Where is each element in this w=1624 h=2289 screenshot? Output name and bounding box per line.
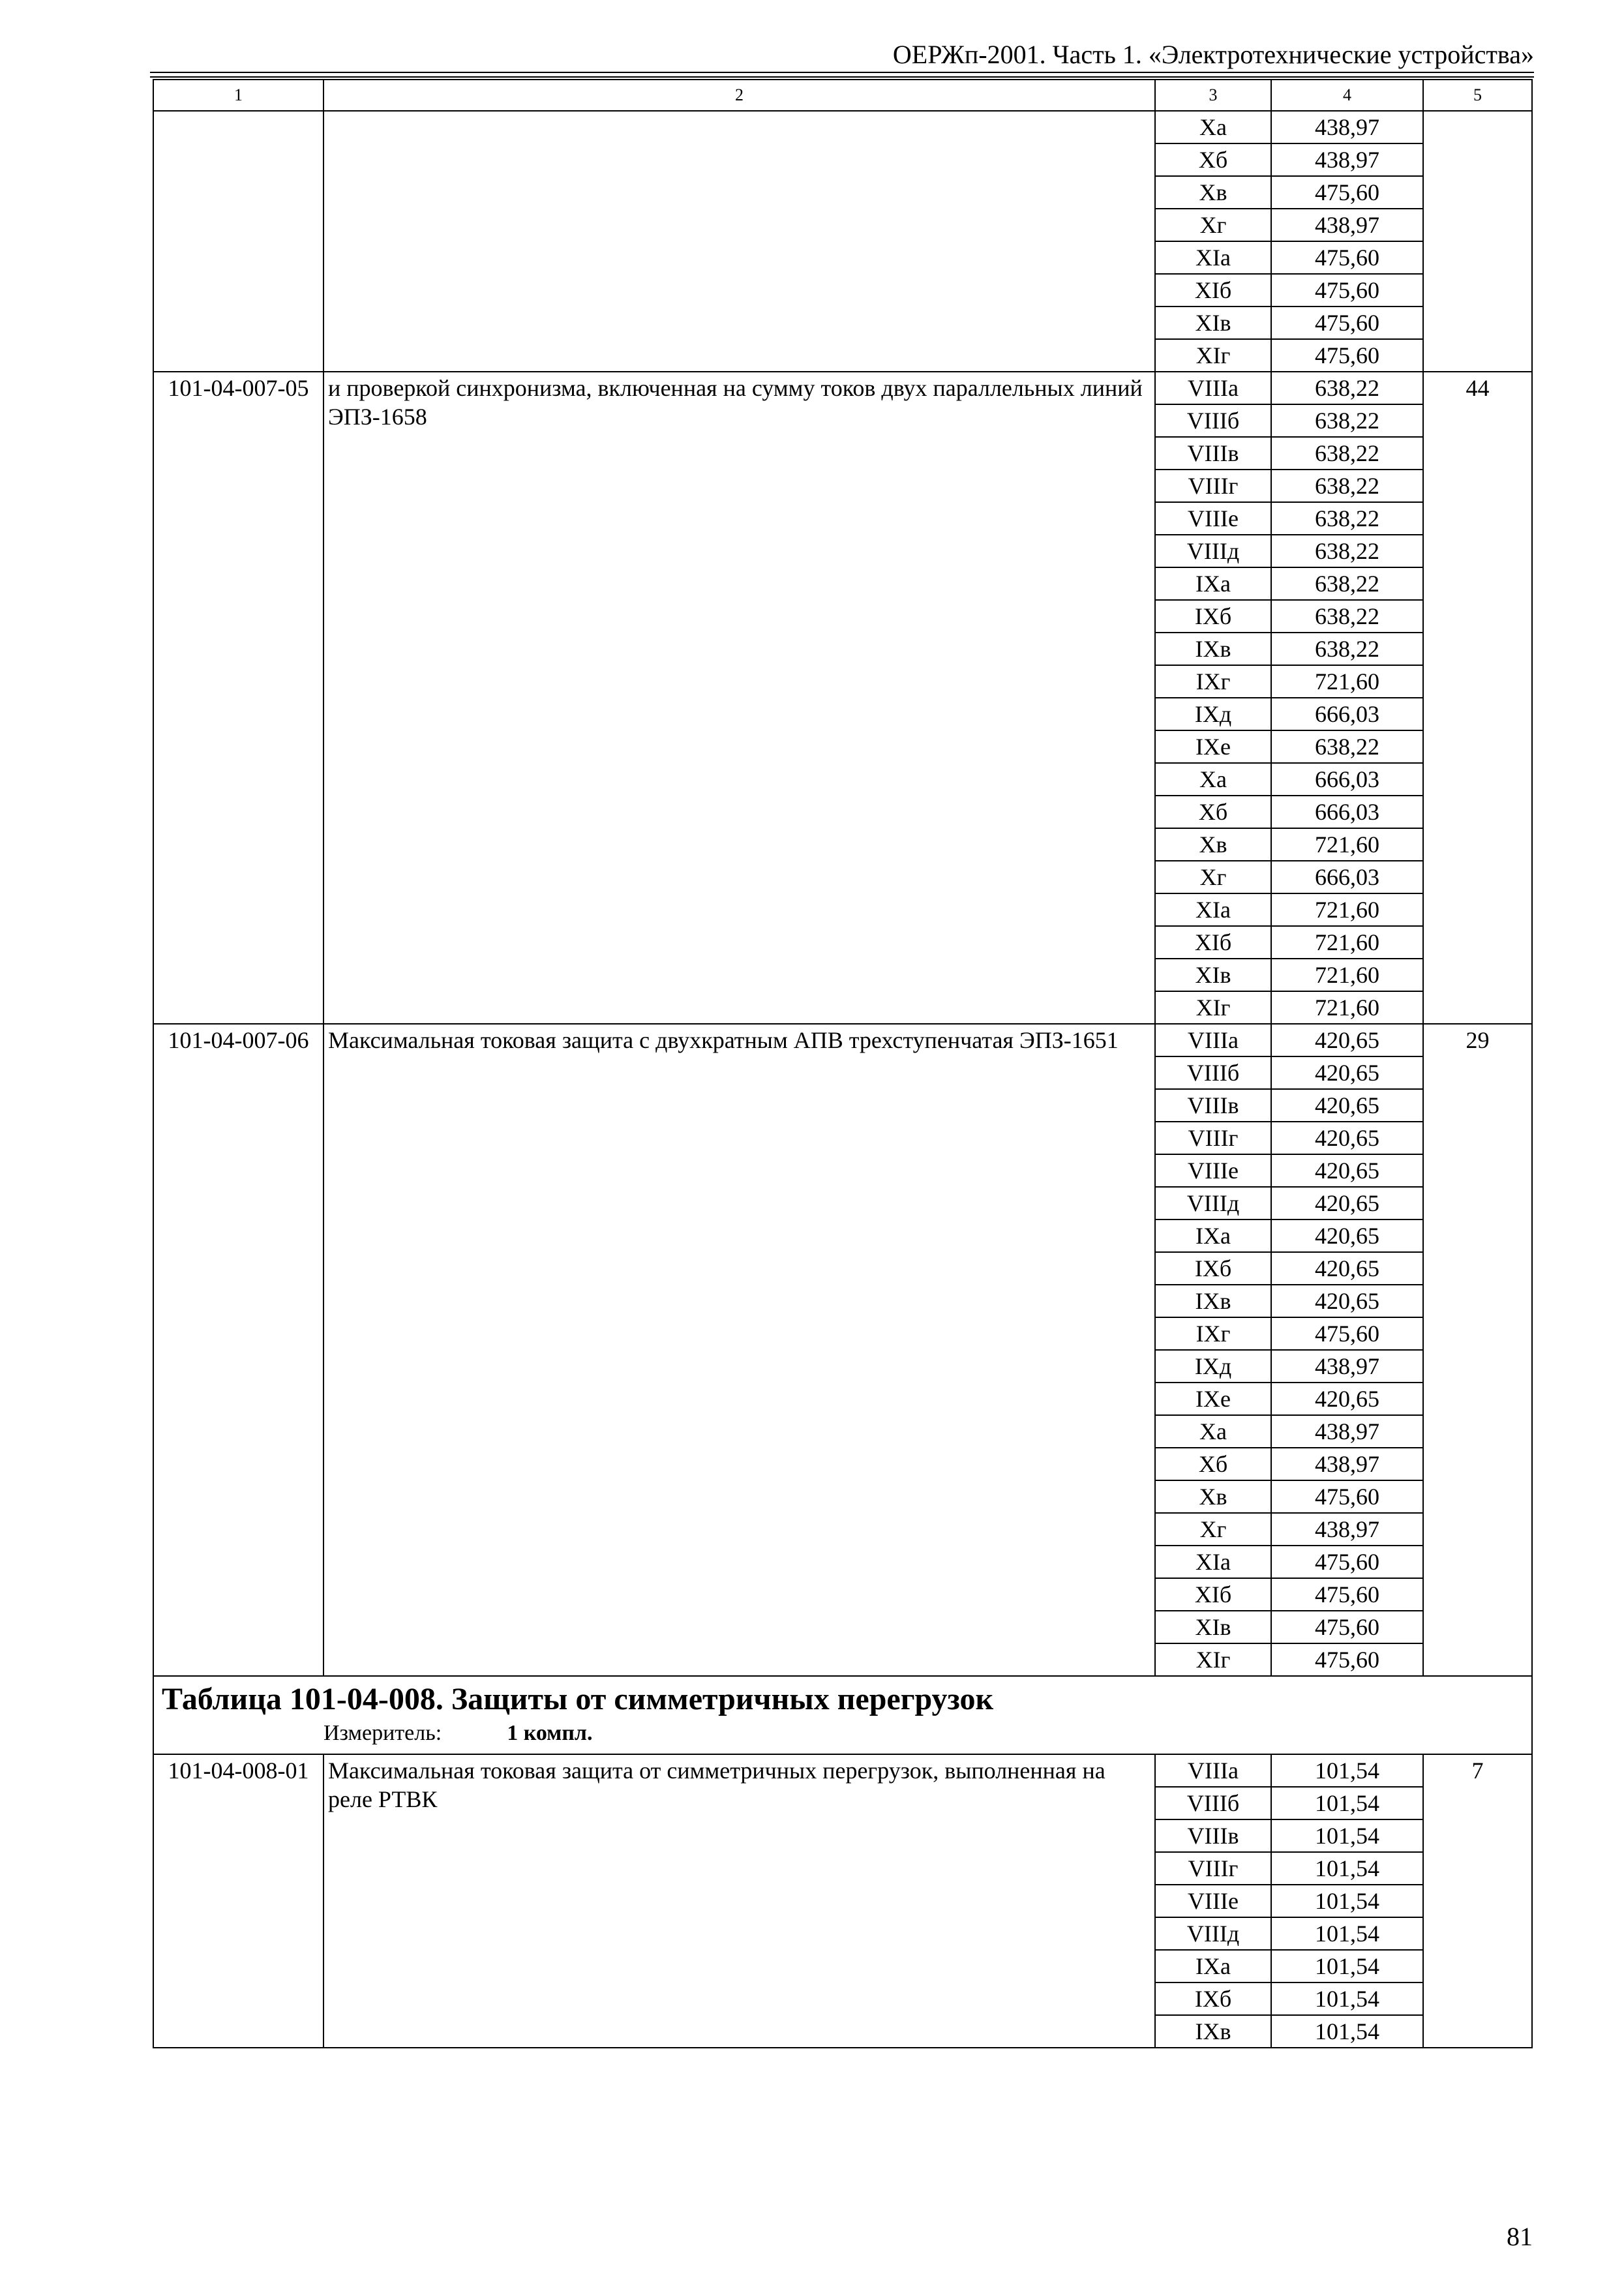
category-cell: XIв [1155,307,1271,339]
table-row [153,1754,1532,1787]
price-cell: 638,22 [1271,404,1423,437]
price-cell: 475,60 [1271,176,1423,209]
price-cell: 638,22 [1271,633,1423,665]
price-cell: 101,54 [1271,1950,1423,1982]
category-cell: XIa [1155,1546,1271,1578]
category-cell: VIIIб [1155,1056,1271,1089]
price-cell: 420,65 [1271,1089,1423,1122]
category-cell: IXе [1155,730,1271,763]
norm-cell: 7 [1423,1754,1532,2048]
section-measure [154,1718,1531,1748]
price-cell: 420,65 [1271,1252,1423,1285]
category-cell: Xб [1155,143,1271,176]
price-table-body [153,80,1532,2048]
category-cell: VIIIa [1155,1024,1271,1056]
price-cell: 420,65 [1271,1187,1423,1219]
category-cell: VIIIг [1155,1122,1271,1154]
price-cell: 666,03 [1271,698,1423,730]
price-cell: 721,60 [1271,828,1423,861]
category-cell: XIг [1155,339,1271,372]
price-cell: 101,54 [1271,2015,1423,2048]
category-cell: IXв [1155,633,1271,665]
norm-cell [1423,111,1532,372]
price-cell: 438,97 [1271,1448,1423,1480]
price-cell: 721,60 [1271,665,1423,698]
measure-label: Измеритель: [323,1721,442,1745]
price-cell: 101,54 [1271,1885,1423,1917]
category-cell: XIв [1155,959,1271,991]
price-cell: 438,97 [1271,1350,1423,1383]
category-cell: VIIIa [1155,1754,1271,1787]
category-cell: VIIIa [1155,372,1271,404]
price-cell: 475,60 [1271,1578,1423,1611]
page-header: ОЕРЖп-2001. Часть 1. «Электротехнические устройства» [892,40,1534,69]
category-cell: XIг [1155,1643,1271,1676]
price-cell: 638,22 [1271,502,1423,535]
category-cell: VIIIб [1155,1787,1271,1819]
column-number: 3 [1155,80,1271,111]
section-row [153,1676,1532,1754]
category-cell: Xг [1155,1513,1271,1546]
item-description: Максимальная токовая защита от симметричных перегрузок, выполненная на реле РТВК [328,1758,1105,1812]
category-cell: VIIIв [1155,1089,1271,1122]
price-cell: 101,54 [1271,1982,1423,2015]
price-cell: 420,65 [1271,1383,1423,1415]
price-cell: 101,54 [1271,1852,1423,1885]
category-cell: XIб [1155,926,1271,959]
price-cell: 420,65 [1271,1024,1423,1056]
category-cell: Xб [1155,1448,1271,1480]
price-cell: 475,60 [1271,1317,1423,1350]
column-number: 4 [1271,80,1423,111]
category-cell: IXв [1155,2015,1271,2048]
category-cell: XIб [1155,1578,1271,1611]
category-cell: IXд [1155,1350,1271,1383]
category-cell: IXд [1155,698,1271,730]
column-number: 5 [1423,80,1532,111]
price-cell: 638,22 [1271,567,1423,600]
item-description-cell [323,372,1155,1024]
column-number: 2 [323,80,1155,111]
price-cell: 420,65 [1271,1154,1423,1187]
price-cell: 438,97 [1271,1513,1423,1546]
price-cell: 475,60 [1271,1611,1423,1643]
category-cell: VIIIв [1155,437,1271,470]
price-cell: 475,60 [1271,241,1423,274]
category-cell: XIб [1155,274,1271,307]
category-cell: Xв [1155,828,1271,861]
price-cell: 475,60 [1271,1643,1423,1676]
table-row [153,111,1532,143]
section-cell [153,1676,1532,1754]
price-cell: 475,60 [1271,307,1423,339]
item-code: 101-04-007-05 [153,372,323,1024]
price-cell: 475,60 [1271,1480,1423,1513]
price-cell: 438,97 [1271,143,1423,176]
category-cell: VIIIв [1155,1819,1271,1852]
price-cell: 638,22 [1271,730,1423,763]
category-cell: Xв [1155,176,1271,209]
item-description: Максимальная токовая защита с двухкратным АПВ трехступенчатая ЭПЗ-1651 [328,1027,1119,1053]
category-cell: VIIIе [1155,1154,1271,1187]
category-cell: XIв [1155,1611,1271,1643]
price-cell: 101,54 [1271,1819,1423,1852]
price-cell: 101,54 [1271,1754,1423,1787]
table-row [153,372,1532,404]
section-title: Таблица 101-04-008. Защиты от симметричных перегрузок [162,1682,994,1716]
category-cell: VIIIе [1155,502,1271,535]
price-cell: 101,54 [1271,1787,1423,1819]
item-description-cell [323,111,1155,372]
column-number: 1 [153,80,323,111]
category-cell: IXa [1155,1219,1271,1252]
item-code: 101-04-007-06 [153,1024,323,1676]
norm-cell: 44 [1423,372,1532,1024]
item-code [153,111,323,372]
price-cell: 638,22 [1271,470,1423,502]
price-cell: 721,60 [1271,893,1423,926]
price-cell: 420,65 [1271,1219,1423,1252]
price-cell: 638,22 [1271,535,1423,567]
price-cell: 666,03 [1271,861,1423,893]
category-cell: Xг [1155,861,1271,893]
price-cell: 638,22 [1271,437,1423,470]
category-cell: VIIIг [1155,1852,1271,1885]
price-cell: 438,97 [1271,1415,1423,1448]
category-cell: Xг [1155,209,1271,241]
category-cell: VIIIд [1155,1187,1271,1219]
price-cell: 438,97 [1271,209,1423,241]
category-cell: VIIIб [1155,404,1271,437]
page-number: 81 [1507,2222,1533,2251]
category-cell: Xa [1155,1415,1271,1448]
price-cell: 721,60 [1271,959,1423,991]
category-cell: IXб [1155,600,1271,633]
price-cell: 666,03 [1271,796,1423,828]
norm-cell: 29 [1423,1024,1532,1676]
header-rule-top [150,72,1534,73]
category-cell: VIIIд [1155,1917,1271,1950]
category-cell: Xa [1155,111,1271,143]
item-code: 101-04-008-01 [153,1754,323,2048]
price-cell: 721,60 [1271,991,1423,1024]
category-cell: XIг [1155,991,1271,1024]
category-cell: IXa [1155,1950,1271,1982]
category-cell: IXе [1155,1383,1271,1415]
header-rule-bottom [150,76,1534,78]
category-cell: XIa [1155,241,1271,274]
price-cell: 420,65 [1271,1056,1423,1089]
price-cell: 475,60 [1271,339,1423,372]
table-row [153,1024,1532,1056]
item-description: и проверкой синхронизма, включенная на сумму токов двух параллельных линий ЭПЗ-1658 [328,375,1143,430]
category-cell: Xб [1155,796,1271,828]
price-cell: 666,03 [1271,763,1423,796]
category-cell: IXг [1155,665,1271,698]
category-cell: IXб [1155,1252,1271,1285]
price-cell: 420,65 [1271,1122,1423,1154]
category-cell: Xв [1155,1480,1271,1513]
price-cell: 420,65 [1271,1285,1423,1317]
category-cell: XIa [1155,893,1271,926]
price-cell: 721,60 [1271,926,1423,959]
column-number-row [153,80,1532,111]
category-cell: IXa [1155,567,1271,600]
item-description-cell [323,1024,1155,1676]
price-cell: 101,54 [1271,1917,1423,1950]
price-cell: 438,97 [1271,111,1423,143]
price-cell: 475,60 [1271,1546,1423,1578]
price-cell: 638,22 [1271,372,1423,404]
category-cell: VIIIд [1155,535,1271,567]
measure-value: 1 компл. [507,1721,593,1745]
category-cell: IXв [1155,1285,1271,1317]
category-cell: Xa [1155,763,1271,796]
price-cell: 475,60 [1271,274,1423,307]
item-description-cell [323,1754,1155,2048]
category-cell: VIIIг [1155,470,1271,502]
category-cell: VIIIе [1155,1885,1271,1917]
price-table [153,79,1533,2048]
price-cell: 638,22 [1271,600,1423,633]
category-cell: IXг [1155,1317,1271,1350]
category-cell: IXб [1155,1982,1271,2015]
